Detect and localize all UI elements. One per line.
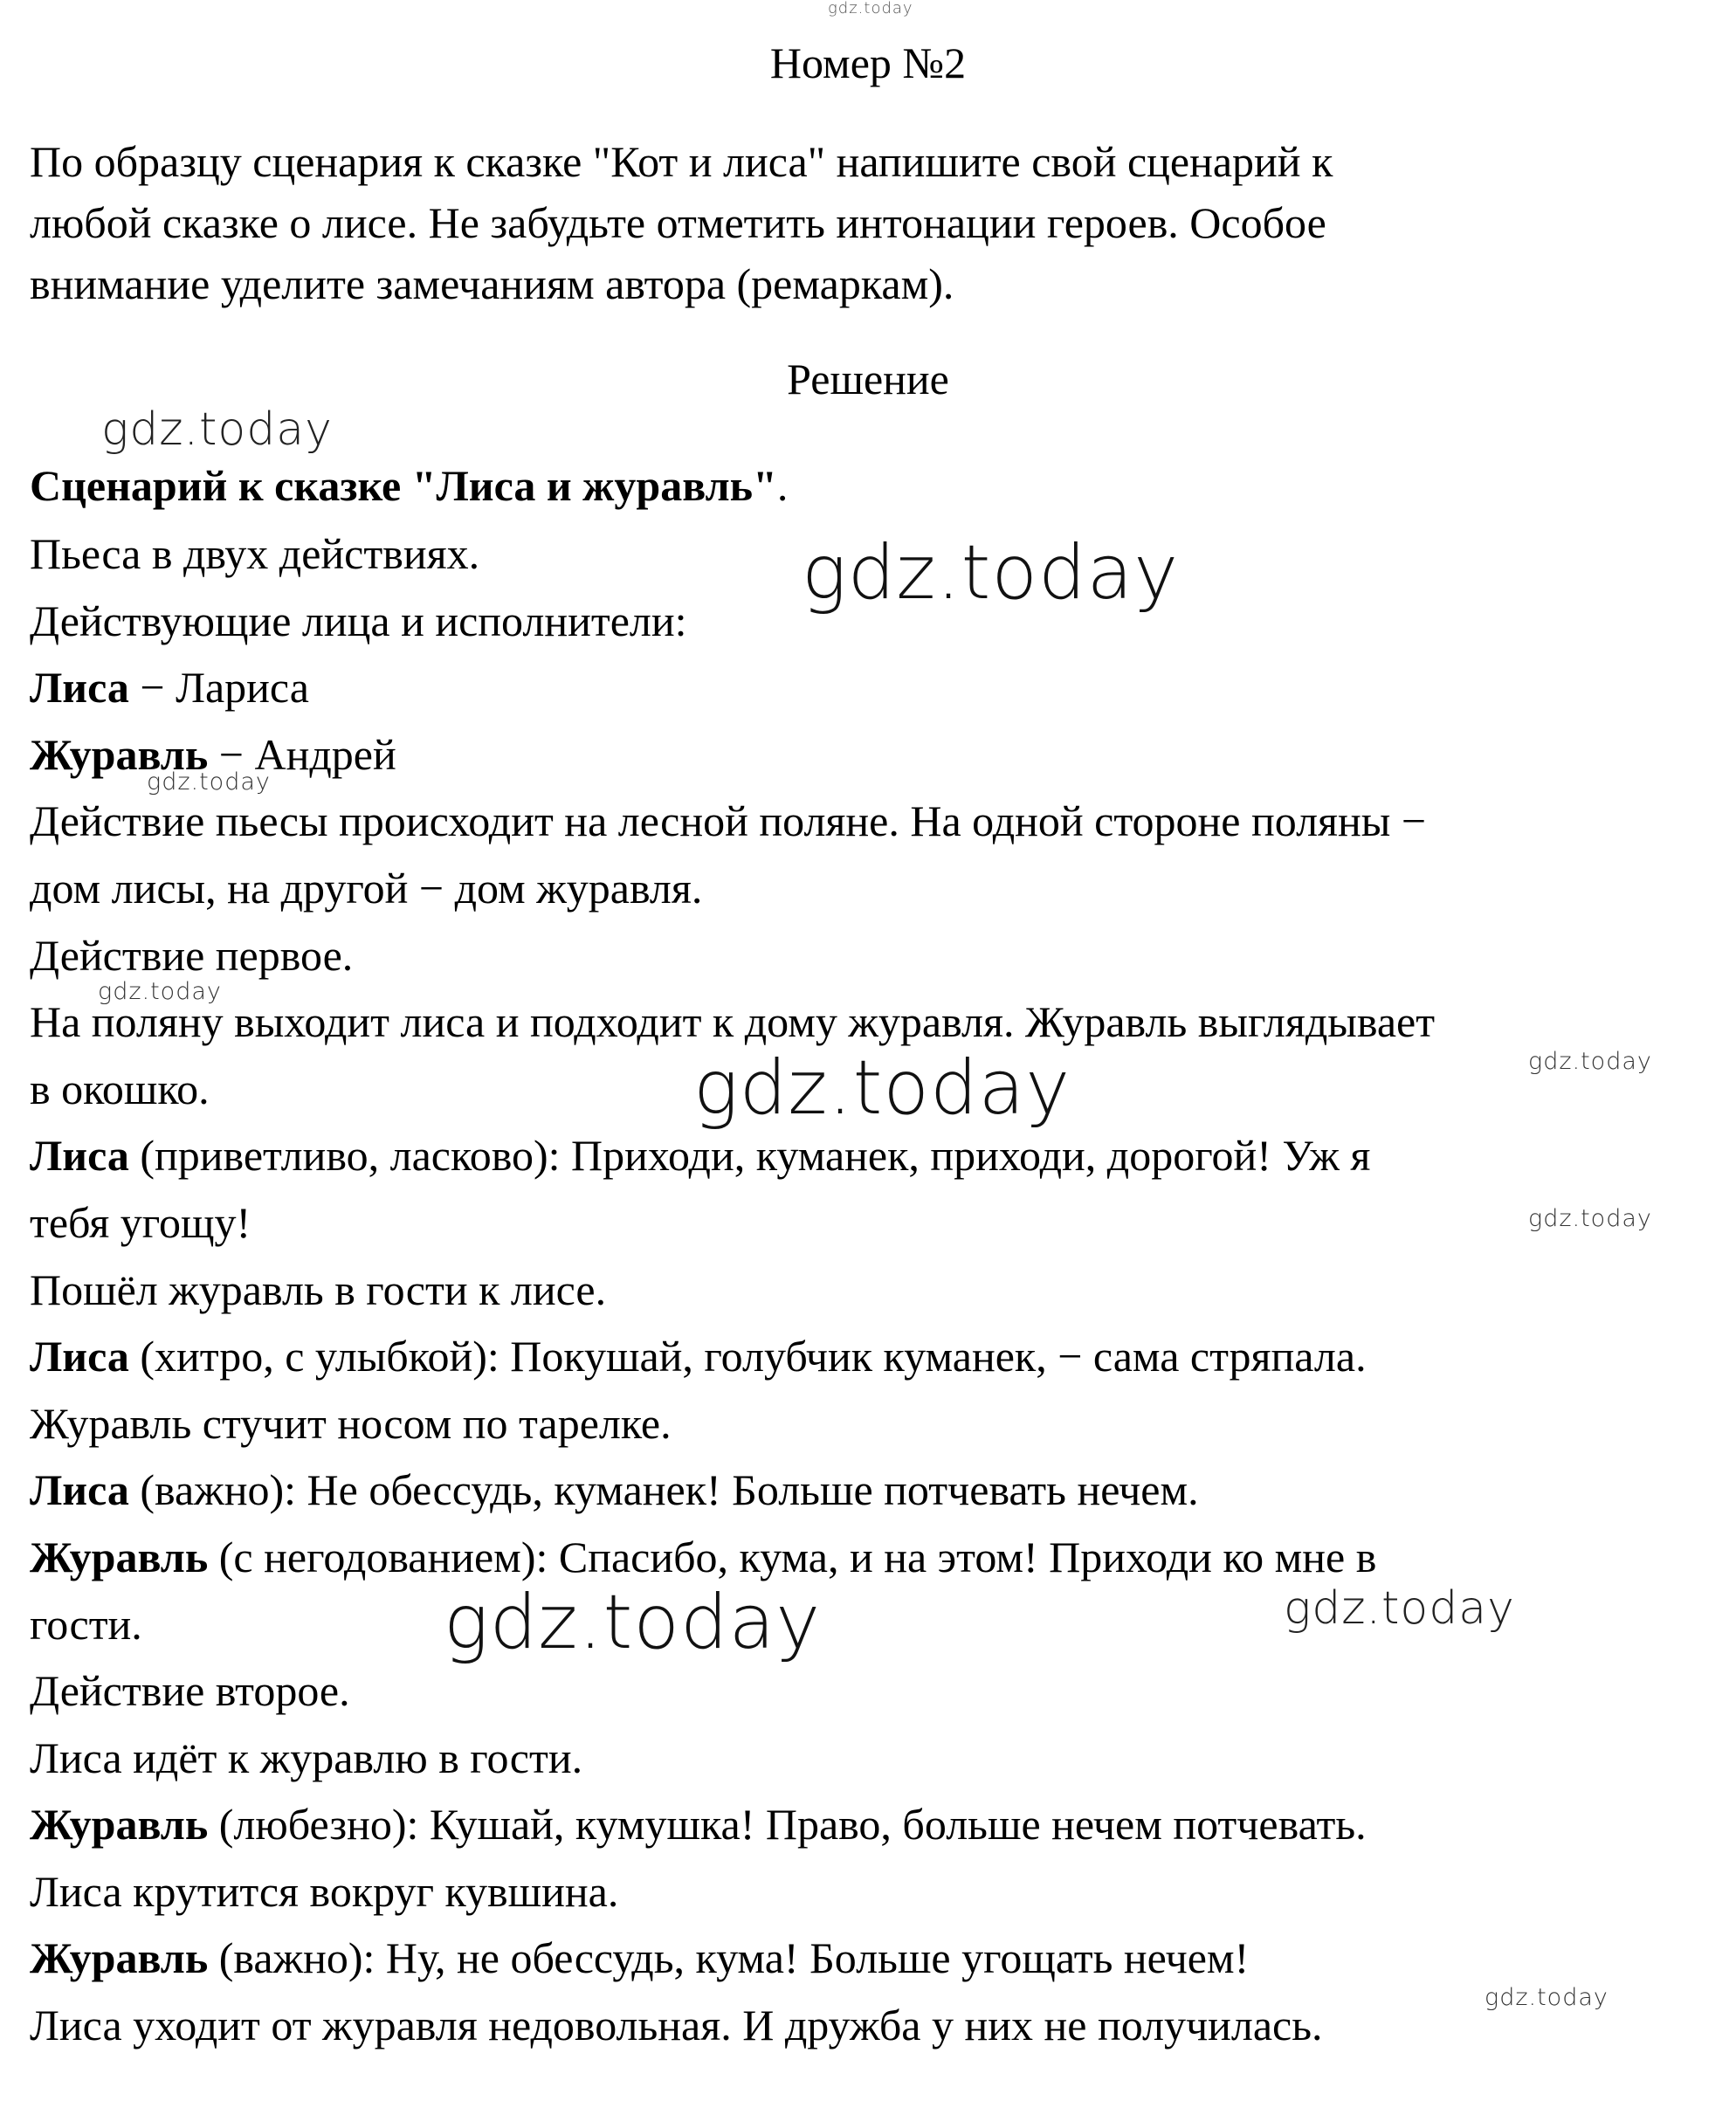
- watermark: gdz.today: [828, 0, 913, 17]
- script-title: [30, 454, 788, 517]
- speaker-name: Журавль: [30, 1800, 209, 1850]
- script-body: [30, 520, 1715, 2059]
- script-line-text: гости.: [30, 1599, 142, 1649]
- script-line-text: в окошко.: [30, 1064, 210, 1113]
- script-line: [30, 922, 1715, 989]
- script-line: [30, 1323, 1715, 1390]
- speaker-name: Журавль: [30, 729, 209, 779]
- script-line-text: − Андрей: [208, 729, 396, 779]
- script-line-text: Действие второе.: [30, 1666, 350, 1716]
- watermark: gdz.today: [1284, 1582, 1515, 1635]
- script-line-text: Пьеса в двух действиях.: [30, 529, 480, 578]
- script-line: [30, 1992, 1715, 2059]
- script-line: [30, 1390, 1715, 1457]
- script-line: [30, 1457, 1715, 1524]
- task-line: По образцу сценария к сказке "Кот и лиса" напишите свой сценарий к: [30, 137, 1333, 186]
- script-title-end: .: [776, 461, 789, 510]
- script-line-text: Лиса уходит от журавля недовольная. И дружба у них не получилась.: [30, 2001, 1323, 2050]
- script-line: [30, 1725, 1715, 1792]
- task-text: [30, 131, 1689, 314]
- watermark: gdz.today: [1485, 1984, 1609, 2011]
- script-line-text: (важно): Ну, не обессудь, кума! Больше угощать нечем!: [208, 1933, 1250, 1983]
- script-line: [30, 1524, 1715, 1591]
- script-title-text: Сценарий к сказке "Лиса и журавль": [30, 461, 777, 510]
- script-line: [30, 1257, 1715, 1324]
- script-line: [30, 1791, 1715, 1858]
- script-line: [30, 1925, 1715, 1992]
- script-line-text: Пошёл журавль в гости к лисе.: [30, 1264, 607, 1314]
- script-line-text: (хитро, с улыбкой): Покушай, голубчик куманек, − сама стряпала.: [128, 1332, 1367, 1381]
- script-line-text: тебя угощу!: [30, 1197, 251, 1247]
- watermark: gdz.today: [147, 768, 271, 796]
- script-line: [30, 721, 1715, 789]
- script-line-text: На поляну выходит лиса и подходит к дому журавля. Журавль выглядывает: [30, 997, 1436, 1047]
- script-line: [30, 654, 1715, 721]
- speaker-name: Лиса: [30, 663, 129, 713]
- script-line: [30, 1122, 1715, 1189]
- script-line-text: (с негодованием): Спасибо, кума, и на этом! Приходи ко мне в: [208, 1532, 1377, 1581]
- solution-heading: Решение: [787, 355, 949, 403]
- watermark: gdz.today: [444, 1579, 822, 1666]
- speaker-name: Лиса: [30, 1332, 129, 1381]
- watermark: gdz.today: [1528, 1205, 1652, 1232]
- script-line: [30, 788, 1715, 855]
- script-line-text: Лиса крутится вокруг кувшина.: [30, 1866, 619, 1916]
- script-line-text: (приветливо, ласково): Приходи, куманек, приходи, дорогой! Уж я: [128, 1131, 1371, 1181]
- page-title: Номер №2: [769, 38, 967, 87]
- script-line: [30, 1189, 1715, 1257]
- speaker-name: Лиса: [30, 1131, 129, 1181]
- script-line: [30, 855, 1715, 922]
- task-line: внимание уделите замечаниям автора (ремаркам).: [30, 259, 954, 308]
- watermark: gdz.today: [101, 403, 333, 456]
- script-line-text: Лиса идёт к журавлю в гости.: [30, 1733, 583, 1782]
- watermark: gdz.today: [1528, 1048, 1652, 1075]
- watermark: gdz.today: [98, 978, 222, 1005]
- script-line-text: дом лисы, на другой − дом журавля.: [30, 863, 703, 913]
- task-line: любой сказке о лисе. Не забудьте отметить интонации героев. Особое: [30, 198, 1326, 247]
- speaker-name: Лиса: [30, 1465, 129, 1515]
- script-line-text: − Лариса: [128, 663, 309, 713]
- speaker-name: Журавль: [30, 1933, 209, 1983]
- watermark: gdz.today: [802, 529, 1180, 617]
- script-line-text: (важно): Не обессудь, куманек! Больше потчевать нечем.: [128, 1465, 1199, 1515]
- speaker-name: Журавль: [30, 1532, 209, 1581]
- script-line: [30, 1657, 1715, 1725]
- script-line-text: Журавль стучит носом по тарелке.: [30, 1398, 672, 1448]
- watermark: gdz.today: [693, 1044, 1071, 1132]
- script-line-text: (любезно): Кушай, кумушка! Право, больше нечем потчевать.: [208, 1800, 1367, 1850]
- script-line: [30, 1858, 1715, 1925]
- script-line-text: Действие первое.: [30, 930, 354, 980]
- script-line-text: Действующие лица и исполнители:: [30, 596, 687, 645]
- script-line-text: Действие пьесы происходит на лесной поляне. На одной стороне поляны −: [30, 796, 1427, 846]
